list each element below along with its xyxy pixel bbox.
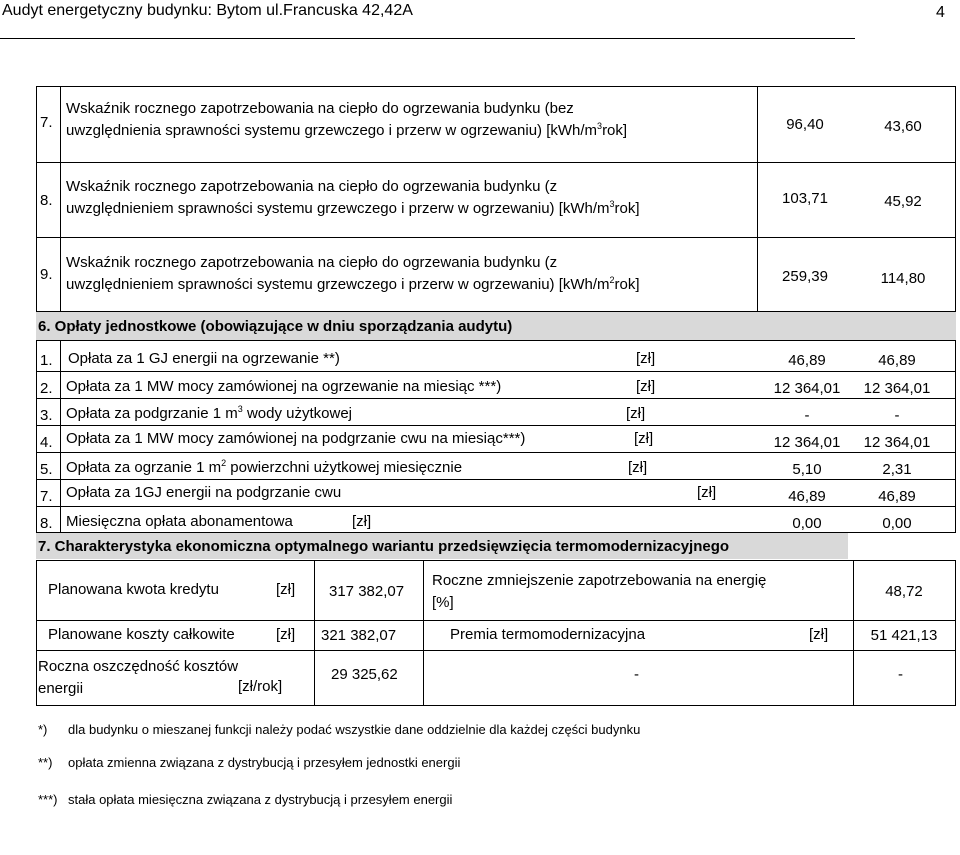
- fee-row-value-1: -: [804, 407, 810, 424]
- row-divider: [36, 398, 956, 399]
- footnote-text: stała opłata miesięczna związana z dystrybucją i przesyłem energii: [68, 792, 453, 807]
- fee-row-no: 8.: [40, 515, 53, 532]
- fee-row-no: 5.: [40, 461, 53, 478]
- fee-row-unit: [zł]: [636, 378, 656, 395]
- footnote-mark: *): [38, 722, 48, 737]
- page-number: 4: [936, 4, 945, 21]
- fee-row-unit: [zł]: [626, 405, 646, 422]
- section6-title: 6. Opłaty jednostkowe (obowiązujące w dniu sporządzania audytu): [38, 318, 513, 335]
- row-divider: [36, 506, 956, 507]
- fee-row-label: Miesięczna opłata abonamentowa: [66, 513, 293, 530]
- energy-reduction-value: 48,72: [885, 583, 923, 600]
- credit-value: 317 382,07: [329, 583, 405, 600]
- fee-row-value-1: 46,89: [788, 352, 826, 369]
- col-divider: [757, 86, 758, 312]
- section7-title: 7. Charakterystyka ekonomiczna optymalnego wariantu przedsięwzięcia termomodernizacyjnego: [38, 538, 730, 555]
- indicator-row-desc: Wskaźnik rocznego zapotrzebowania na ciepło do ogrzewania budynku (z uwzględnieniem sprawności systemu grzewczego i przerw w ogrzewaniu) $[kWh/m^3rok]$: [66, 178, 640, 217]
- total-costs-value: 321 382,07: [321, 627, 397, 644]
- fee-row-unit: [zł]: [628, 459, 648, 476]
- indicator-row-no: 8.: [40, 192, 53, 209]
- fee-row-value-2: 46,89: [878, 352, 916, 369]
- row-divider: [36, 620, 956, 621]
- premium-label: Premia termomodernizacyjna: [450, 626, 646, 643]
- footnote-mark: ***): [38, 792, 58, 807]
- fee-row-value-2: 2,31: [882, 461, 912, 478]
- fee-row-label: Opłata za ogrzanie 1 $m^2$ powierzchni użytkowej miesięcznie: [66, 458, 463, 476]
- fee-row-value-1: 12 364,01: [773, 380, 841, 397]
- indicator-value-2: 114,80: [880, 270, 926, 287]
- extra-value-1: -: [634, 666, 639, 683]
- premium-unit: [zł]: [809, 626, 829, 643]
- fee-row-value-1: 5,10: [792, 461, 822, 478]
- fee-row-value-1: 46,89: [788, 488, 826, 505]
- row-divider: [36, 452, 956, 453]
- fee-row-label: Opłata za 1 MW mocy zamówionej na ogrzewanie na miesiąc ***): [66, 378, 502, 395]
- col-divider: [423, 560, 424, 706]
- fee-row-unit: [zł]: [636, 350, 656, 367]
- col-divider: [60, 86, 61, 312]
- row-divider: [36, 237, 956, 238]
- fee-row-value-2: 12 364,01: [863, 434, 931, 451]
- fee-row-value-2: -: [894, 407, 900, 424]
- fee-row-no: 1.: [40, 352, 53, 369]
- fee-row-value-1: 0,00: [792, 515, 822, 532]
- col-divider: [853, 560, 854, 706]
- total-costs-label: Planowane koszty całkowite: [48, 626, 235, 643]
- col-divider: [60, 340, 61, 533]
- indicator-value-1: 259,39: [782, 268, 828, 285]
- credit-label: Planowana kwota kredytu: [48, 581, 219, 598]
- extra-value-2: -: [898, 666, 903, 683]
- fee-row-value-1: 12 364,01: [773, 434, 841, 451]
- annual-savings-unit: [zł/rok]: [238, 678, 283, 695]
- indicator-value-1: 103,71: [782, 190, 828, 207]
- fee-row-unit: [zł]: [634, 430, 654, 447]
- annual-savings-label: Roczna oszczędność kosztów energii: [38, 658, 239, 697]
- document-header-title: Audyt energetyczny budynku: Bytom ul.Francuska 42,42A: [2, 2, 413, 19]
- fee-row-value-2: 12 364,01: [863, 380, 931, 397]
- fee-row-value-2: 46,89: [878, 488, 916, 505]
- indicator-row-no: 9.: [40, 266, 53, 283]
- footnote-mark: **): [38, 755, 53, 770]
- row-divider: [36, 650, 956, 651]
- indicator-row-no: 7.: [40, 114, 53, 131]
- header-divider: [0, 38, 855, 39]
- credit-unit: [zł]: [276, 581, 296, 598]
- indicator-row-desc: Wskaźnik rocznego zapotrzebowania na ciepło do ogrzewania budynku (bez uwzględnienia sprawności systemu grzewczego i przerw w ogrzewaniu) $[kWh/m^3rok]$: [66, 100, 628, 139]
- indicator-value-1: 96,40: [786, 116, 824, 133]
- indicator-row-desc: Wskaźnik rocznego zapotrzebowania na ciepło do ogrzewania budynku (z uwzględnieniem sprawności systemu grzewczego i przerw w ogrzewaniu) $[kWh/m^2rok]$: [66, 254, 640, 293]
- premium-value: 51 421,13: [870, 627, 938, 644]
- row-divider: [36, 425, 956, 426]
- fee-row-no: 4.: [40, 434, 53, 451]
- footnote-text: dla budynku o mieszanej funkcji należy podać wszystkie dane oddzielnie dla każdej części budynku: [68, 722, 641, 737]
- fee-row-no: 2.: [40, 380, 53, 397]
- indicator-value-2: 45,92: [884, 193, 922, 210]
- fee-row-unit: [zł]: [352, 513, 372, 530]
- fee-row-label: Opłata za 1GJ energii na podgrzanie cwu: [66, 484, 342, 501]
- energy-reduction-label: Roczne zmniejszenie zapotrzebowania na energię [%]: [432, 572, 767, 611]
- fee-row-value-2: 0,00: [882, 515, 912, 532]
- annual-savings-value: 29 325,62: [331, 666, 398, 683]
- fee-row-no: 3.: [40, 407, 53, 424]
- row-divider: [36, 162, 956, 163]
- indicator-value-2: 43,60: [884, 118, 922, 135]
- row-divider: [36, 371, 956, 372]
- fee-row-label: Opłata za 1 GJ energii na ogrzewanie **): [68, 350, 340, 367]
- row-divider: [36, 479, 956, 480]
- fee-row-label: Opłata za 1 MW mocy zamówionej na podgrzanie cwu na miesiąc***): [66, 430, 526, 447]
- col-divider: [314, 560, 315, 706]
- fee-row-label: Opłata za podgrzanie 1 $m^3$ wody użytkowej: [66, 404, 353, 422]
- fee-row-no: 7.: [40, 488, 53, 505]
- fee-row-unit: [zł]: [697, 484, 717, 501]
- total-costs-unit: [zł]: [276, 626, 296, 643]
- footnote-text: opłata zmienna związana z dystrybucją i przesyłem jednostki energii: [68, 755, 461, 770]
